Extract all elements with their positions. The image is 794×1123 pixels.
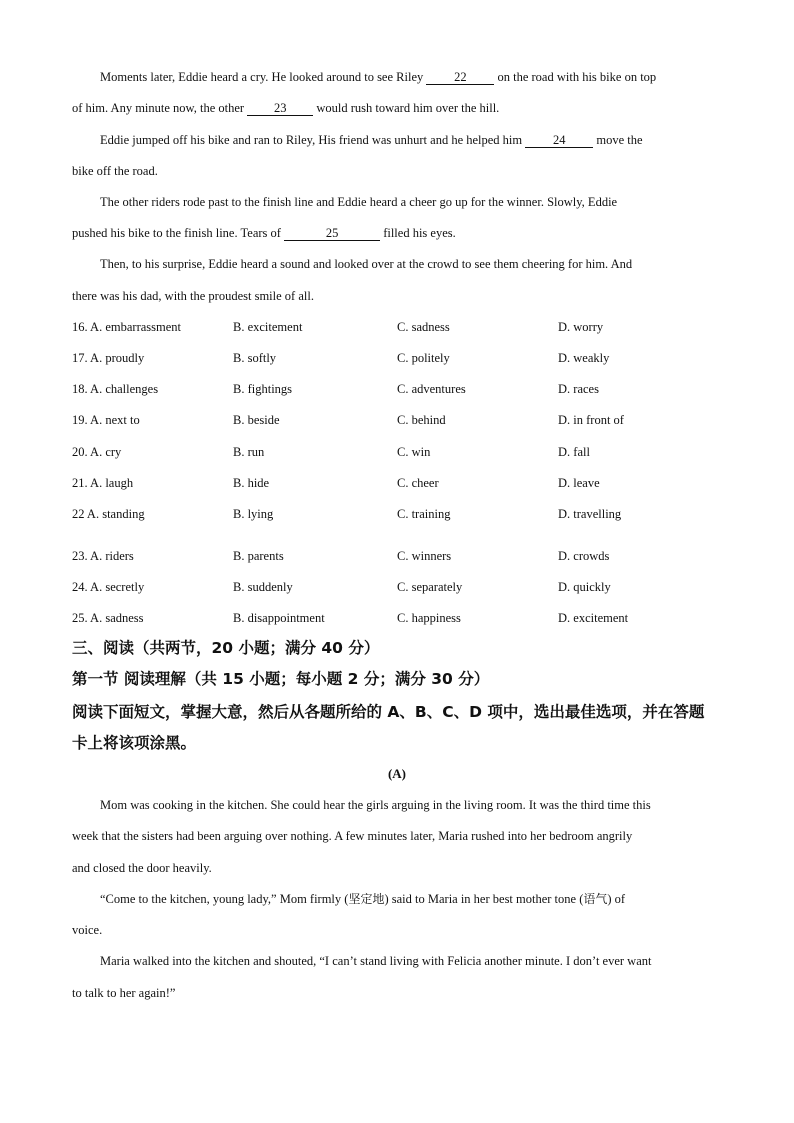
option-c: C. happiness bbox=[397, 611, 461, 625]
option-c: C. adventures bbox=[397, 382, 466, 396]
option-c: C. cheer bbox=[397, 476, 439, 490]
option-c: C. separately bbox=[397, 580, 463, 594]
option-b: B. hide bbox=[233, 476, 270, 490]
text: ) said to Maria in her best mother tone ( bbox=[384, 892, 584, 906]
text: filled his eyes. bbox=[383, 226, 456, 240]
section-heading: 三、阅读（共两节，20 小题；满分 40 分） bbox=[72, 639, 380, 657]
option-d: D. quickly bbox=[558, 580, 611, 594]
text: “Come to the kitchen, young lady,” Mom firmly ( bbox=[100, 892, 349, 906]
option-a: 17. A. proudly bbox=[72, 351, 145, 365]
option-a: 22 A. standing bbox=[72, 507, 145, 521]
option-d: D. crowds bbox=[558, 549, 610, 563]
option-a: 20. A. cry bbox=[72, 445, 122, 459]
passage-a-line-4 bbox=[100, 891, 750, 907]
blank-23: 23 bbox=[247, 101, 313, 116]
option-d: D. excitement bbox=[558, 611, 629, 625]
passage-a-line-6: Maria walked into the kitchen and shouted, “I can’t stand living with Felicia another minute. I don’t ever want bbox=[100, 954, 652, 968]
text: of him. Any minute now, the other bbox=[72, 101, 245, 115]
option-a: 18. A. challenges bbox=[72, 382, 159, 396]
blank-24: 24 bbox=[525, 133, 593, 148]
gloss: 语气 bbox=[583, 892, 608, 906]
blank-22: 22 bbox=[426, 70, 494, 85]
gloss: 坚定地 bbox=[348, 892, 385, 906]
option-c: C. behind bbox=[397, 413, 446, 427]
option-d: D. fall bbox=[558, 445, 590, 459]
instruction-line-1: 阅读下面短文，掌握大意，然后从各题所给的 A、B、C、D 项中，选出最佳选项，并在答题 bbox=[72, 703, 705, 721]
option-d: D. weakly bbox=[558, 351, 610, 365]
text: pushed his bike to the finish line. Tears of bbox=[72, 226, 281, 240]
option-a: 21. A. laugh bbox=[72, 476, 134, 490]
option-d: D. worry bbox=[558, 320, 604, 334]
option-a: 16. A. embarrassment bbox=[72, 320, 182, 334]
passage-a-line-2: week that the sisters had been arguing over nothing. A few minutes later, Maria rushed into her bedroom angrily bbox=[72, 829, 633, 843]
option-d: D. leave bbox=[558, 476, 600, 490]
option-b: B. beside bbox=[233, 413, 280, 427]
option-b: B. softly bbox=[233, 351, 277, 365]
option-c: C. sadness bbox=[397, 320, 450, 334]
passage-line-8: there was his dad, with the proudest smile of all. bbox=[72, 289, 314, 303]
passage-line-7: Then, to his surprise, Eddie heard a sound and looked over at the crowd to see them cheering for him. And bbox=[100, 257, 633, 271]
option-b: B. excitement bbox=[233, 320, 303, 334]
option-b: B. lying bbox=[233, 507, 274, 521]
option-d: D. in front of bbox=[558, 413, 624, 427]
option-b: B. run bbox=[233, 445, 265, 459]
passage-a-line-3: and closed the door heavily. bbox=[72, 861, 212, 875]
text: move the bbox=[596, 133, 643, 147]
text: on the road with his bike on top bbox=[497, 70, 657, 84]
text: ) of bbox=[607, 892, 626, 906]
option-a: 24. A. secretly bbox=[72, 580, 145, 594]
option-b: B. parents bbox=[233, 549, 284, 563]
option-a: 25. A. sadness bbox=[72, 611, 144, 625]
passage-line-2 bbox=[72, 100, 722, 116]
option-c: C. training bbox=[397, 507, 451, 521]
option-a: 23. A. riders bbox=[72, 549, 134, 563]
text: Eddie jumped off his bike and ran to Riley, His friend was unhurt and he helped him bbox=[100, 133, 523, 147]
passage-line-1 bbox=[100, 69, 750, 85]
subsection-heading: 第一节 阅读理解（共 15 小题；每小题 2 分；满分 30 分） bbox=[72, 670, 490, 688]
option-b: B. fightings bbox=[233, 382, 293, 396]
passage-a-line-1: Mom was cooking in the kitchen. She could hear the girls arguing in the living room. It was the third time this bbox=[100, 798, 651, 812]
passage-line-6 bbox=[72, 225, 722, 241]
option-c: C. win bbox=[397, 445, 431, 459]
option-c: C. winners bbox=[397, 549, 452, 563]
text: Moments later, Eddie heard a cry. He looked around to see Riley bbox=[100, 70, 424, 84]
passage-line-3 bbox=[100, 132, 750, 148]
passage-line-5: The other riders rode past to the finish line and Eddie heard a cheer go up for the winner. Slowly, Eddie bbox=[100, 195, 618, 209]
option-d: D. races bbox=[558, 382, 599, 396]
passage-a-line-5: voice. bbox=[72, 923, 103, 937]
option-d: D. travelling bbox=[558, 507, 622, 521]
passage-a-line-7: to talk to her again!” bbox=[72, 986, 176, 1000]
blank-25: 25 bbox=[284, 226, 380, 241]
option-a: 19. A. next to bbox=[72, 413, 140, 427]
option-b: B. suddenly bbox=[233, 580, 293, 594]
text: would rush toward him over the hill. bbox=[316, 101, 500, 115]
passage-label: (A) bbox=[387, 766, 407, 781]
option-c: C. politely bbox=[397, 351, 450, 365]
passage-line-4: bike off the road. bbox=[72, 164, 158, 178]
option-b: B. disappointment bbox=[233, 611, 325, 625]
instruction-line-2: 卡上将该项涂黑。 bbox=[72, 734, 197, 752]
